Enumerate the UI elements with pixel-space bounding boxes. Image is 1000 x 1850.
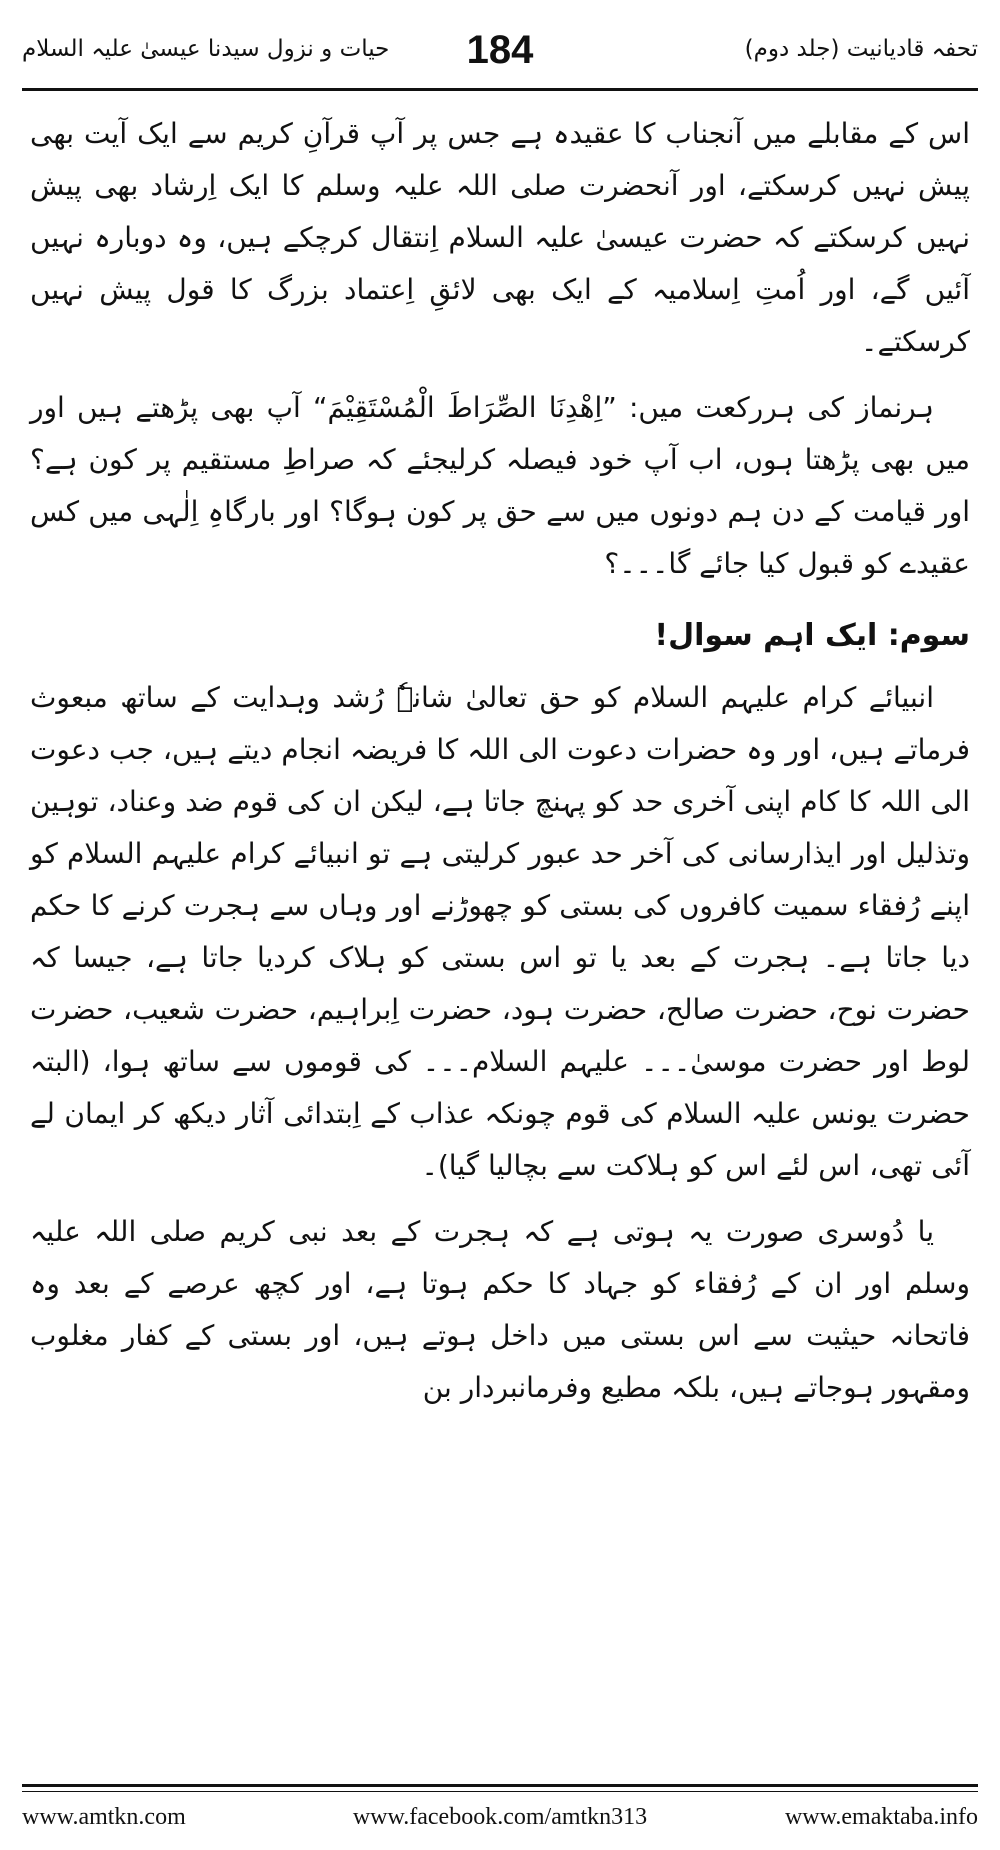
page-header: [22, 28, 978, 88]
footer-link-emaktaba[interactable]: www.emaktaba.info: [784, 1804, 978, 1830]
footer-divider-thick: [22, 1784, 978, 1787]
paragraph-4: یا دُوسری صورت یہ ہوتی ہے کہ ہجرت کے بعد نبی کریم صلی اللہ علیہ وسلم اور ان کے رُفقاء کو جہاد کا حکم ہوتا ہے، اور کچھ عرصے کے بعد وہ فاتحانہ حیثیت سے اس بستی میں داخل ہوتے ہیں، اور بستی کے کفار مغلوب ومقہور ہوجاتے ہیں، بلکہ مطیع وفرمانبردار بن: [30, 1215, 970, 1404]
paragraph-1: اس کے مقابلے میں آنجناب کا عقیدہ ہے جس پر آپ قرآنِ کریم سے ایک آیت بھی پیش نہیں کرسکتے، اور آنحضرت صلی اللہ علیہ وسلم کا ایک اِرشاد بھی پیش نہیں کرسکتے کہ حضرت عیسیٰ علیہ السلام اِنتقال کرچکے ہیں، وہ دوبارہ نہیں آئیں گے، اور اُمتِ اِسلامیہ کے ایک بھی لائقِ اِعتماد بزرگ کا قول پیش نہیں کرسکتے۔: [30, 117, 970, 358]
footer-divider-thin: [22, 1791, 978, 1792]
paragraph-2: ہرنماز کی ہررکعت میں: ”اِھْدِنَا الصِّرَاطَ الْمُسْتَقِیْمَ“ آپ بھی پڑھتے ہیں اور میں بھی پڑھتا ہوں، اب آپ خود فیصلہ کرلیجئے کہ صراطِ مستقیم پر کون ہے؟ اور قیامت کے دن ہم دونوں میں سے حق پر کون ہوگا؟ اور بارگاہِ اِلٰہی میں کس عقیدے کو قبول کیا جائے گا۔۔۔؟: [30, 391, 970, 580]
page-footer: [22, 1800, 978, 1840]
page-content: [30, 108, 970, 1428]
footer-link-amtkn[interactable]: www.amtkn.com: [22, 1804, 186, 1830]
page-number: 184: [466, 28, 534, 72]
section-heading: سوم: ایک اہم سوال!: [654, 618, 970, 653]
footer-link-facebook[interactable]: www.facebook.com/amtkn313: [352, 1804, 648, 1830]
header-divider: [22, 88, 978, 91]
book-title: تحفہ قادیانیت (جلد دوم): [744, 36, 978, 62]
paragraph-3: انبیائے کرام علیہم السلام کو حق تعالیٰ شانہٗ رُشد وہدایت کے ساتھ مبعوث فرماتے ہیں، اور وہ حضرات دعوت الی اللہ کا فریضہ انجام دیتے ہیں، جب دعوت الی اللہ کا کام اپنی آخری حد کو پہنچ جاتا ہے، لیکن ان کی قوم ضد وعناد، توہین وتذلیل اور ایذارسانی کی آخر حد عبور کرلیتی ہے تو انبیائے کرام علیہم السلام کو اپنے رُفقاء سمیت کافروں کی بستی کو چھوڑنے اور وہاں سے ہجرت کرنے کا حکم دیا جاتا ہے۔ ہجرت کے بعد یا تو اس بستی کو ہلاک کردیا جاتا ہے، جیسا کہ حضرت نوح، حضرت صالح، حضرت ہود، حضرت اِبراہیم، حضرت شعیب، حضرت لوط اور حضرت موسیٰ۔۔۔ علیہم السلام۔۔۔ کی قوموں سے ساتھ ہوا، (البتہ حضرت یونس علیہ السلام کی قوم چونکہ عذاب کے اِبتدائی آثار دیکھ کر ایمان لے آئی تھی، اس لئے اس کو ہلاکت سے بچالیا گیا)۔: [30, 681, 970, 1182]
chapter-title: حیات و نزول سیدنا عیسیٰ علیہ السلام: [22, 36, 390, 62]
